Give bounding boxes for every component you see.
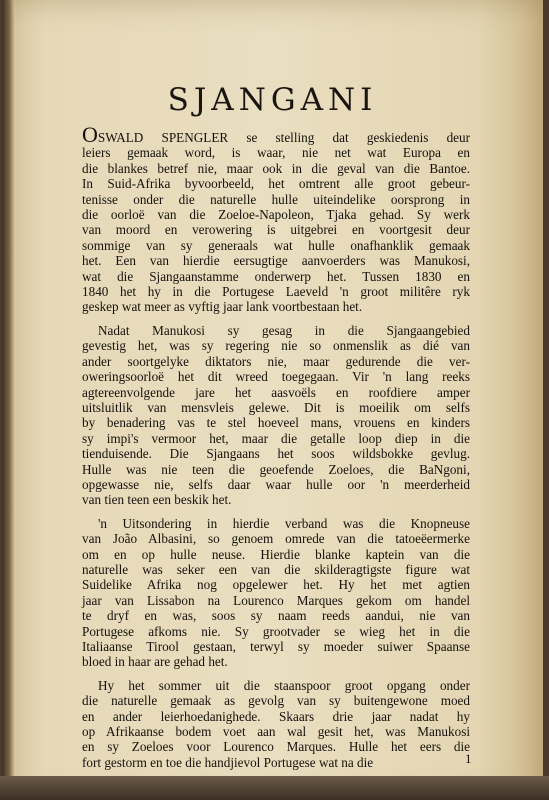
text-line: ander soortgelyke diktators nie, maar gedurende die ver-: [82, 353, 470, 369]
text-line: OSWALD SPENGLER se stelling dat geskiedenis deur: [82, 122, 470, 147]
text-line: Hulle was nie teen die geoefende Zoeloes, die BaNgoni,: [82, 461, 470, 477]
text-line: op Afrikaanse bodem voet aan wal gesit het, was Manukosi: [82, 724, 470, 740]
paragraph: [82, 323, 470, 508]
text-line: Hy het sommer uit die staanspoor groot opgang onder: [98, 677, 470, 693]
text-line: opgewasse nie, selfs daar waar hulle oor 'n meerderheid: [82, 476, 470, 492]
text-line: fort gestorm en toe die handjievol Portugese wat na die: [82, 754, 374, 770]
text-line: geskep wat meer as vyftig jaar lank voortbestaan het.: [82, 299, 363, 315]
text-line: Portugese afkoms nie. Sy grootvader se wieg het in die: [82, 623, 470, 639]
text-line: 'n Uitsondering in hierdie verband was die Knopneuse: [98, 515, 470, 531]
text-line: sy impi's vermoor het, maar die getalle loop diep in die: [82, 430, 470, 446]
text-line: van moord en verowering is uitgebrei en voortgesit deur: [82, 222, 470, 238]
text-line: van João Albasini, so genoem omrede van die tatoeëermerke: [82, 531, 470, 547]
text-line: wat die Sjangaanstamme onderwerp het. Tussen 1830 en: [82, 268, 470, 284]
text-line: en ander leierhoedanighede. Skaars drie jaar nadat hy: [82, 708, 470, 724]
text-line: Italiaanse Tirool gestaan, terwyl sy moeder suiwer Spaanse: [82, 639, 470, 654]
text-line: die blankes betref nie, maar ook in die geval van die Bantoe.: [82, 160, 470, 176]
text-line: gevestig het, was sy regering nie so onmenslik as dié van: [82, 338, 470, 354]
text-line: bloed in haar are gehad het.: [82, 654, 228, 670]
text-line: tienduisende. Die Sjangaans het soos wildsbokke gevlug.: [82, 446, 470, 462]
text-line: jaar van Lissabon na Lourenco Marques gekom om handel: [82, 592, 470, 608]
text-line: te dryf en was, soos sy naam reeds aandui, nie van: [82, 608, 470, 624]
text-line: In Suid-Afrika byvoorbeeld, het omtrent alle groot gebeur-: [82, 176, 470, 192]
chapter-title: SJANGANI: [167, 82, 378, 118]
text-line: leiers gemaak word, is waar, nie net wat Europa en: [82, 145, 470, 161]
text-line: oweringsoorloë het dit wreed toegegaan. Vir 'n lang reeks: [82, 369, 470, 385]
text-line: die naturelle gemaak as gevolg van sy buitengewone moed: [82, 693, 470, 709]
paragraph: [82, 516, 470, 670]
text-line: naturelle was seker een van die skilderagtigste figure wat: [82, 561, 470, 577]
text-line: het. Een van hierdie eersugtige aanvoerders was Manukosi,: [82, 253, 470, 269]
text-line: en sy Zoeloes voor Lourenco Marques. Hulle het eers die: [82, 739, 470, 755]
text-line: van tien teen een beskik het.: [82, 492, 232, 508]
text-line: sommige van sy generaals wat hulle onafhanklik gemaak: [82, 237, 470, 253]
text-line: agtereenvolgende jare het aasvoëls en roofdiere amper: [82, 384, 470, 400]
paragraph: [82, 678, 470, 770]
text-line: Suidelike Afrika nog opgelewer het. Hy het met agtien: [82, 577, 470, 593]
text-line: uitsluitlik van mensvleis gelewe. Dit is moeilik om selfs: [82, 399, 470, 415]
text-line: die oorloë van die Zoeloe-Napoleon, Tjaka gehad. Sy werk: [82, 207, 470, 223]
book-page: [2, 0, 543, 800]
text-line: tenisse onder die naturelle hulle uiteindelike oorsprong in: [82, 191, 470, 207]
paragraph: [82, 122, 470, 315]
body-text: [82, 122, 470, 778]
text-line: 1840 het hy in die Portugese Laeveld 'n groot militêre ryk: [82, 284, 470, 300]
table-surface: [0, 776, 549, 800]
book-spine-shadow: [2, 0, 14, 800]
page-number: 1: [465, 751, 472, 766]
text-line: om en op hulle neuse. Hierdie blanke kaptein van die: [82, 546, 470, 562]
text-line: by benadering vas te stel hoeveel mans, vrouens en kinders: [82, 415, 470, 431]
text-line: Nadat Manukosi sy gesag in die Sjangaangebied: [98, 322, 470, 338]
